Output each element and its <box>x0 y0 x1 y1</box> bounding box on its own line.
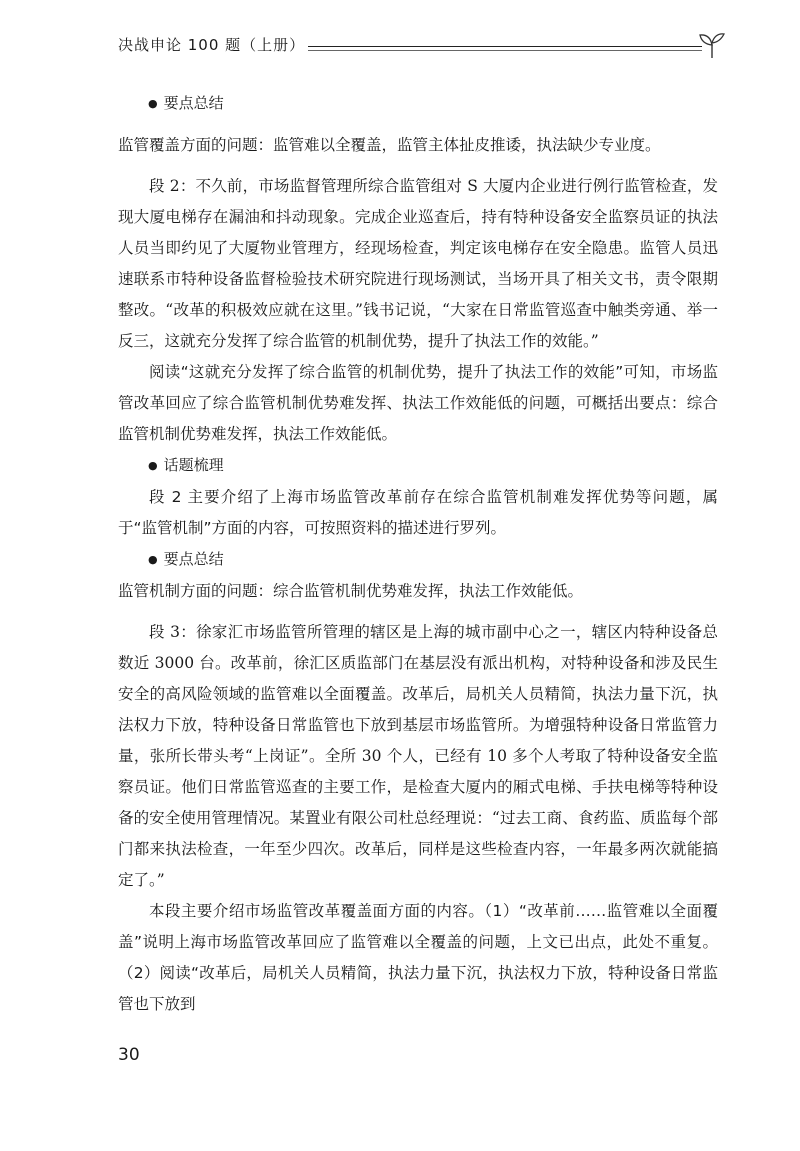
page-body <box>118 88 718 1020</box>
analysis-paragraph: 本段主要介绍市场监管改革覆盖面方面的内容。（1）“改革前……监管难以全面覆盖”说明上海市场监管改革回应了监管难以全覆盖的问题，上文已出点，此处不重复。（2）阅读“改革后，局机关人员精简，执法力量下沉，执法权力下放，特种设备日常监管也下放到 <box>118 902 718 1013</box>
summary-paragraph: 监管覆盖方面的问题：监管难以全覆盖，监管主体扯皮推诿，执法缺少专业度。 <box>118 136 661 154</box>
sprout-icon <box>696 30 728 60</box>
summary-paragraph: 监管机制方面的问题：综合监管机制优势难发挥，执法工作效能低。 <box>118 582 584 600</box>
running-header <box>118 30 728 64</box>
source-paragraph-2: 段 2：不久前，市场监督管理所综合监管组对 S 大厦内企业进行例行监管检查，发现大厦电梯存在漏油和抖动现象。完成企业巡查后，持有特种设备安全监察员证的执法人员当即约见了大厦物业管理方，经现场检查，判定该电梯存在安全隐患。监管人员迅速联系市特种设备监督检验技术研究院进行现场测试，当场开具了相关文书，责令限期整改。“改革的积极效应就在这里。”钱书记说，“大家在日常监管巡查中触类旁通、举一反三，这就充分发挥了综合监管的机制优势，提升了执法工作的效能。” <box>118 177 718 350</box>
source-paragraph-3: 段 3：徐家汇市场监管所管理的辖区是上海的城市副中心之一，辖区内特种设备总数近 3000 台。改革前，徐汇区质监部门在基层没有派出机构，对特种设备和涉及民生安全的高风险领域的监管难以全面覆盖。改革后，局机关人员精简，执法力量下沉，执法权力下放，特种设备日常监管也下放到基层市场监管所。为增强特种设备日常监管力量，张所长带头考“上岗证”。全所 30 个人，已经有 10 多个人考取了特种设备安全监察员证。他们日常监管巡查的主要工作，是检查大厦内的厢式电梯、手扶电梯等特种设备的安全使用管理情况。某置业有限公司杜总经理说：“过去工商、食药监、质监每个部门都来执法检查，一年至少四次。改革后，同样是这些检查内容，一年最多两次就能搞定了。” <box>118 623 718 889</box>
header-rule <box>308 46 702 47</box>
book-title: 决战申论 100 题（上册） <box>118 36 306 54</box>
section-heading: ● 话题梳理 <box>118 450 718 482</box>
topic-paragraph: 段 2 主要介绍了上海市场监管改革前存在综合监管机制难发挥优势等问题，属于“监管机制”方面的内容，可按照资料的描述进行罗列。 <box>118 488 718 537</box>
section-heading: ● 要点总结 <box>118 544 718 576</box>
analysis-paragraph: 阅读“这就充分发挥了综合监管的机制优势，提升了执法工作的效能”可知，市场监管改革回应了综合监管机制优势难发挥、执法工作效能低的问题，可概括出要点：综合监管机制优势难发挥，执法工作效能低。 <box>118 363 718 443</box>
page-number: 30 <box>118 1045 140 1065</box>
section-heading: ● 要点总结 <box>118 88 718 120</box>
